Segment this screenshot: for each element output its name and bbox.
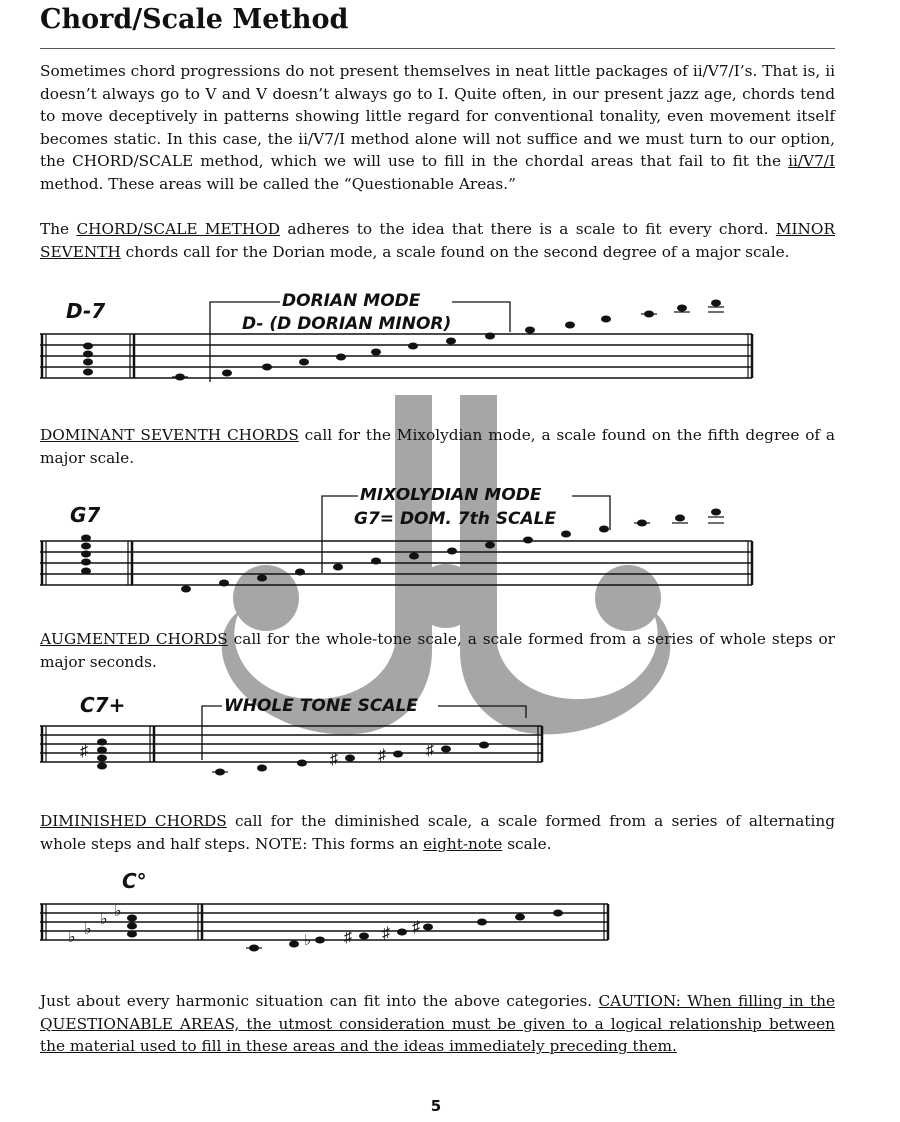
bracket-label: MIXOLYDIAN MODE xyxy=(360,488,542,505)
svg-text:♯: ♯ xyxy=(330,751,338,768)
svg-text:♯: ♯ xyxy=(382,925,390,942)
chord-notes xyxy=(83,343,93,376)
page-number: 5 xyxy=(430,1097,442,1115)
svg-text:♯: ♯ xyxy=(412,919,420,936)
svg-text:♭: ♭ xyxy=(84,921,92,938)
bracket-label: DORIAN MODE xyxy=(282,291,421,311)
svg-text:♭: ♭ xyxy=(304,933,312,949)
chord-symbol-g7: G7 xyxy=(70,503,101,527)
svg-text:♯: ♯ xyxy=(426,742,434,759)
svg-text:♭: ♭ xyxy=(100,911,108,928)
bracket-label: WHOLE TONE SCALE xyxy=(224,696,418,716)
page-title: Chord/Scale Method xyxy=(40,0,835,49)
chord-scale-paragraph: The CHORD/SCALE METHOD adheres to the idea that there is a scale to fit every chord. MINOR SEVENTH chords call for the Dorian mode, a scale found on the second degree of a major scale. xyxy=(40,220,835,261)
svg-text:♯: ♯ xyxy=(344,929,352,946)
scale-bracket xyxy=(322,496,358,573)
dominant-paragraph: DOMINANT SEVENTH CHORDS call for the Mixolydian mode, a scale found on the fifth degree of a major scale. xyxy=(40,426,836,467)
dorian-example xyxy=(0,282,900,394)
augmented-paragraph: AUGMENTED CHORDS call for the whole-tone scale, a scale formed from a series of whole steps or major seconds. xyxy=(40,630,835,671)
chord-notes xyxy=(80,739,107,770)
chord-symbol-c7-aug: C7+ xyxy=(80,693,126,717)
wholetone-example xyxy=(0,690,900,790)
chord-symbol-c-dim: C° xyxy=(122,869,147,893)
svg-text:♯: ♯ xyxy=(80,743,88,760)
svg-text:♭: ♭ xyxy=(68,929,76,946)
intro-paragraph: Sometimes chord progressions do not present themselves in neat little packages of ii/V7/I’s. That is, ii doesn’t always go to V and V doesn’t always go to I. Quite often, in our present jazz age, chords tend to move deceptively in patterns showing little regard for conventional tonality, even movement itself becomes static. In this case, the ii/V7/I method alone will not suffice and we must turn to our option, the CHORD/SCALE method, which we will use to fill in the chordal areas that fail to fit the ii/V7/I method. These areas will be called the “Questionable Areas.” xyxy=(40,62,835,193)
diminished-paragraph: DIMINISHED CHORDS call for the diminished scale, a scale formed from a series of alternating whole steps and half steps. NOTE: This forms an eight-note scale. xyxy=(40,812,836,853)
scale-label: D- (D DORIAN MINOR) xyxy=(242,314,452,334)
scale-notes xyxy=(212,742,489,776)
staff-lines xyxy=(40,334,752,378)
scale-notes xyxy=(172,300,724,381)
svg-text:♭: ♭ xyxy=(114,903,122,920)
mixolydian-example xyxy=(0,488,900,603)
caution-paragraph: Just about every harmonic situation can fit into the above categories. CAUTION: When filling in the QUESTIONABLE AREAS, the utmost consideration must be given to a logical relationship between the material used to fill in these areas and the ideas immediately preceding them. xyxy=(40,992,836,1056)
svg-text:♯: ♯ xyxy=(378,747,386,764)
scale-label: G7= DOM. 7th SCALE xyxy=(354,509,557,529)
staff-lines xyxy=(40,541,752,585)
diminished-example xyxy=(0,862,900,962)
staff-lines xyxy=(40,904,608,940)
staff-lines xyxy=(40,726,542,762)
chord-symbol-d-7: D-7 xyxy=(66,299,106,323)
scale-bracket xyxy=(202,706,222,760)
